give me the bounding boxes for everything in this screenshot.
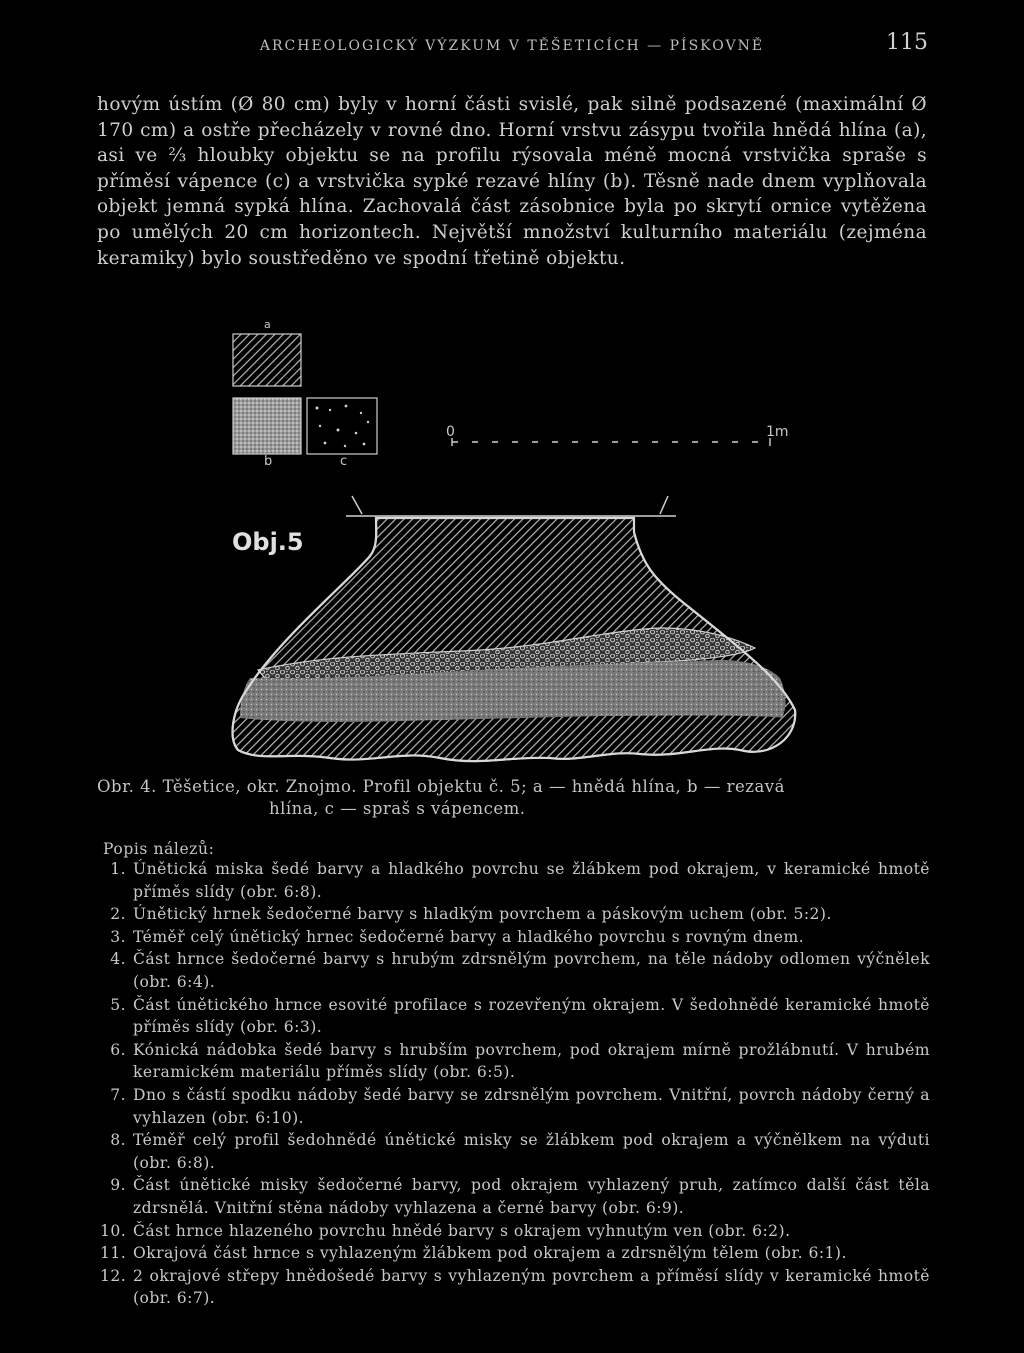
legend-swatch-a xyxy=(233,334,301,386)
list-item xyxy=(100,994,930,1039)
legend xyxy=(233,334,377,454)
list-item xyxy=(100,948,930,993)
list-item xyxy=(100,1174,930,1219)
find-text: Část únětické misky šedočerné barvy, pod okrajem vyhlazený pruh, zatímco další část těla zdrsnělá. Vnitřní stěna nádoby vyhlazena a černé barvy (obr. 6:9). xyxy=(133,1176,930,1217)
find-number: 1. xyxy=(110,860,126,878)
legend-swatch-b xyxy=(233,398,301,454)
find-number: 4. xyxy=(110,950,126,969)
legend-label-c: c xyxy=(340,454,348,469)
list-item xyxy=(100,926,930,949)
find-text: Únětický hrnek šedočerné barvy s hladkým povrchem a páskovým uchem (obr. 5:2). xyxy=(133,905,832,924)
find-text: Část hrnce šedočerné barvy s hrubým zdrsnělým povrchem, na těle nádoby odlomen výčnělek (obr. 6:4). xyxy=(133,950,930,991)
scale-bar xyxy=(452,438,770,446)
scale-start-label: 0 xyxy=(446,424,455,440)
find-text: Kónická nádobka šedé barvy s hrubším povrchem, pod okrajem mírně prožlábnutí. V hrubém keramickém materiálu příměs slídy (obr. 6:5). xyxy=(133,1040,930,1082)
pit-bottom-fill xyxy=(234,716,788,761)
list-item xyxy=(100,1129,930,1174)
find-number: 6. xyxy=(110,1040,126,1059)
find-number: 11. xyxy=(100,1244,127,1263)
legend-label-b: b xyxy=(264,454,273,469)
body-paragraph: hovým ústím (Ø 80 cm) byly v horní části svislé, pak silně podsazené (maximální Ø 170 cm) a ostře přecházely v rovné dno. Horní vrstvu zásypu tvořila hnědá hlína (a), asi ve ⅔ hloubky objektu se na profilu rýsovala méně mocná vrstvička spraše s příměsí vápence (c) a vrstvička sypké rezavé hlíny (b). Těsně nade dnem vyplňovala objekt jemná sypká hlína. Zachovalá část zásobnice byla po skrytí ornice vytěžena po umělých 20 cm horizontech. Největší množství kulturního materiálu (zejména keramiky) bylo soustředěno ve spodní třetině objektu. xyxy=(97,94,927,269)
find-number: 9. xyxy=(110,1176,126,1195)
page-number: 115 xyxy=(886,30,928,55)
profile-figure xyxy=(180,318,940,770)
scale-end-label: 1m xyxy=(766,424,789,440)
finds-heading: Popis nálezů: xyxy=(103,840,215,858)
find-text: Téměř celý únětický hrnec šedočerné barvy a hladkého povrchu s rovným dnem. xyxy=(133,927,805,946)
find-text: 2 okrajové střepy hnědošedé barvy s vyhlazeným povrchem a příměsí slídy v keramické hmotě (obr. 6:7). xyxy=(133,1266,930,1308)
find-number: 5. xyxy=(110,995,126,1014)
find-text: Část hrnce hlazeného povrchu hnědé barvy s okrajem vyhnutým ven (obr. 6:2). xyxy=(133,1221,791,1240)
caption-line-2: hlína, c — spraš s vápencem. xyxy=(269,799,526,818)
list-item xyxy=(100,1242,930,1265)
find-text: Téměř celý profil šedohnědé únětické misky se žlábkem pod okrajem a výčnělkem na výduti (obr. 6:8). xyxy=(133,1131,930,1172)
find-text: Okrajová část hrnce s vyhlazeným žlábkem pod okrajem a zdrsnělým tělem (obr. 6:1). xyxy=(133,1244,847,1263)
running-head: ARCHEOLOGICKÝ VÝZKUM V TĚŠETICÍCH — PÍSKOVNĚ xyxy=(259,38,765,54)
legend-label-a: a xyxy=(264,318,271,331)
find-text: Část únětického hrnce esovité profilace s rozevřeným okrajem. V šedohnědé keramické hmotě příměs slídy (obr. 6:3). xyxy=(133,995,930,1037)
list-item xyxy=(100,1039,930,1084)
find-number: 3. xyxy=(110,927,126,946)
find-text: Dno s částí spodku nádoby šedé barvy se zdrsnělým povrchem. Vnitřní, povrch nádoby černý a vyhlazen (obr. 6:10). xyxy=(133,1085,930,1127)
list-item xyxy=(100,858,930,903)
find-number: 10. xyxy=(100,1221,127,1240)
surface-line xyxy=(346,496,676,516)
find-number: 8. xyxy=(110,1131,126,1150)
find-number: 2. xyxy=(110,905,126,924)
list-item xyxy=(100,1084,930,1129)
object-label: Obj.5 xyxy=(232,528,304,556)
legend-swatch-c xyxy=(307,398,377,454)
caption-line-1: Obr. 4. Těšetice, okr. Znojmo. Profil objektu č. 5; a — hnědá hlína, b — rezavá xyxy=(97,777,785,796)
figure-caption xyxy=(97,776,927,820)
find-number: 12. xyxy=(100,1266,127,1285)
list-item xyxy=(100,903,930,926)
pit-profile xyxy=(233,518,796,761)
list-item xyxy=(100,1220,930,1243)
find-text: Únětická miska šedé barvy a hladkého povrchu se žlábkem pod okrajem, v keramické hmotě příměs slídy (obr. 6:8). xyxy=(133,860,930,901)
finds-list xyxy=(100,858,930,1310)
find-number: 7. xyxy=(110,1085,126,1104)
list-item xyxy=(100,1265,930,1310)
